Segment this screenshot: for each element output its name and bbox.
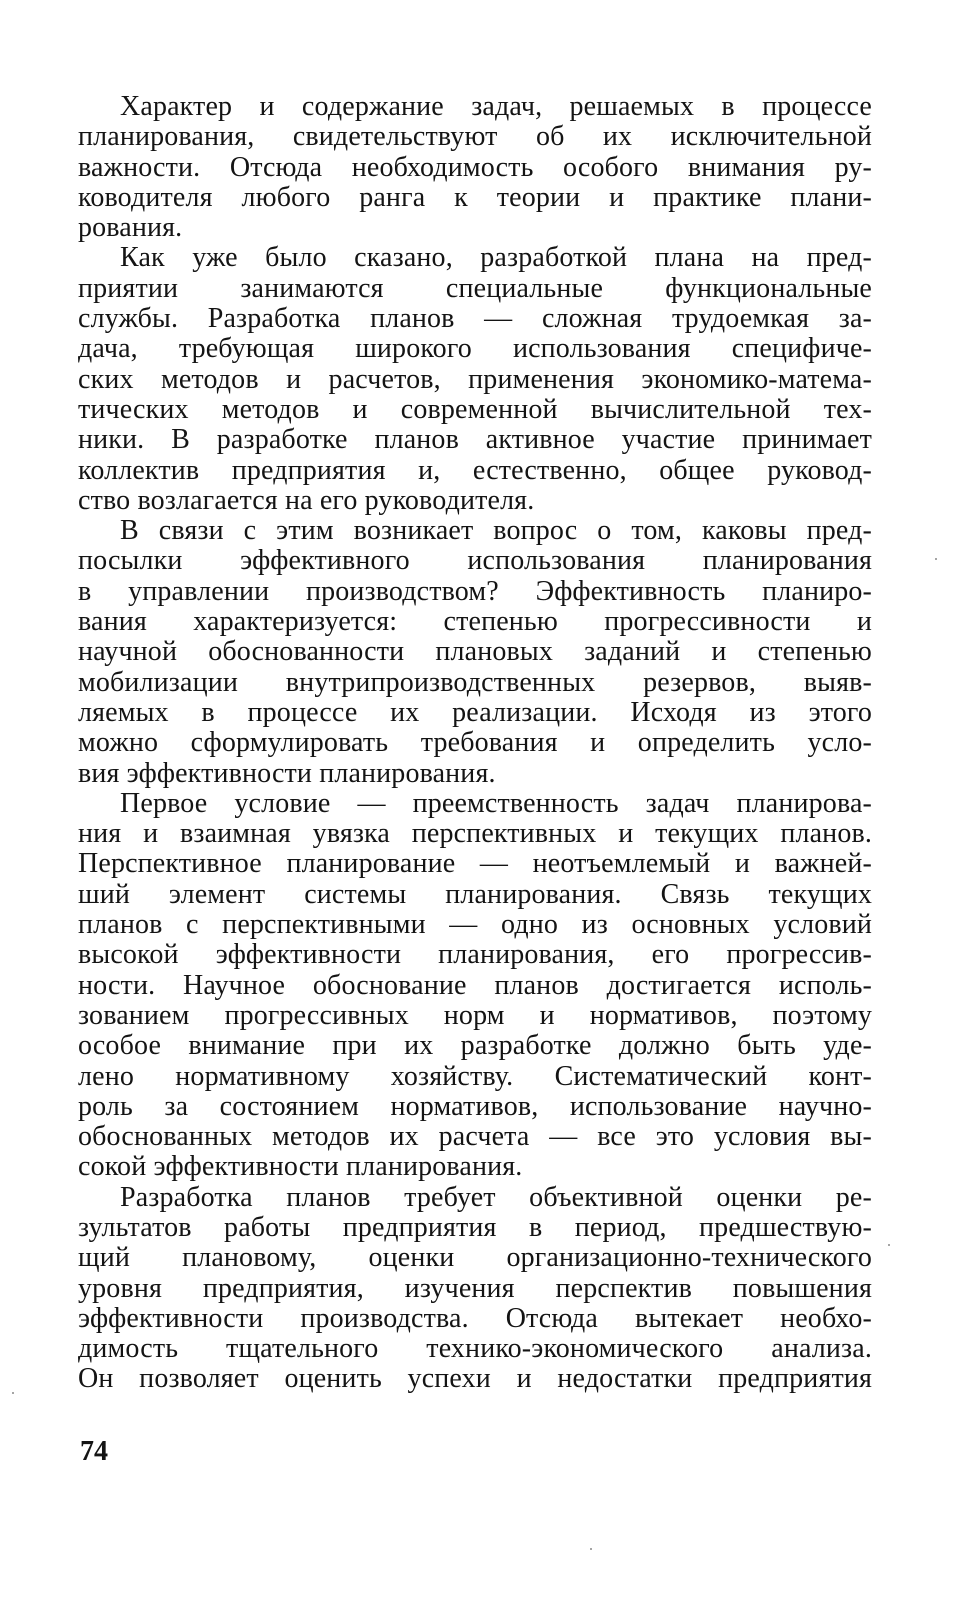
text-line: ники. В разработке планов активное участие принимает — [78, 424, 872, 456]
text-line: научной обоснованности плановых заданий и степенью — [78, 636, 872, 668]
text-line: роль за состоянием нормативов, использование научно- — [78, 1090, 872, 1122]
text-line: службы. Разработка планов — сложная трудоемкая за- — [78, 303, 872, 335]
paragraph — [78, 789, 872, 1183]
text-line: ство возлагается на его руководителя. — [78, 484, 535, 516]
text-line: приятии занимаются специальные функциональные — [78, 272, 872, 304]
paragraph — [78, 516, 872, 789]
paragraph — [78, 92, 872, 243]
text-line: димость тщательного технико-экономического анализа. — [78, 1333, 872, 1365]
text-line: Перспективное планирование — неотъемлемый и важней- — [78, 848, 872, 880]
text-line: мобилизации внутрипроизводственных резервов, выяв- — [78, 666, 872, 698]
text-line: высокой эффективности планирования, его прогрессив- — [78, 939, 872, 971]
page-number: 74 — [80, 1436, 108, 1467]
text-line: Разработка планов требует объективной оценки ре- — [120, 1181, 872, 1213]
text-line: коллектив предприятия и, естественно, общее руковод- — [78, 454, 872, 486]
text-line: планов с перспективными — одно из основных условий — [78, 909, 872, 941]
body-text — [78, 92, 872, 1395]
text-line: можно сформулировать требования и определить усло- — [78, 727, 872, 759]
text-line: лено нормативному хозяйству. Систематический конт- — [78, 1060, 872, 1092]
scan-speck — [888, 1244, 890, 1246]
scan-speck — [935, 558, 937, 560]
text-line: дача, требующая широкого использования специфиче- — [78, 333, 872, 365]
text-line: особое внимание при их разработке должно быть уде- — [78, 1030, 872, 1062]
scan-speck — [590, 1548, 592, 1550]
text-line: посылки эффективного использования планирования — [78, 545, 872, 577]
paragraph — [78, 1183, 872, 1395]
text-line: сокой эффективности планирования. — [78, 1151, 523, 1183]
text-line: планирования, свидетельствуют об их исключительной — [78, 121, 872, 153]
text-line: уровня предприятия, изучения перспектив повышения — [78, 1272, 872, 1304]
text-line: Он позволяет оценить успехи и недостатки предприятия — [78, 1363, 872, 1395]
text-line: ляемых в процессе их реализации. Исходя из этого — [78, 696, 872, 728]
text-line: ности. Научное обоснование планов достигается исполь- — [78, 969, 872, 1001]
text-line: Первое условие — преемственность задач планирова- — [120, 787, 872, 819]
text-line: обоснованных методов их расчета — все это условия вы- — [78, 1121, 872, 1153]
text-line: ния и взаимная увязка перспективных и текущих планов. — [78, 818, 872, 850]
text-line: ских методов и расчетов, применения экономико-матема- — [78, 363, 872, 395]
text-line: ководителя любого ранга к теории и практике плани- — [78, 181, 872, 213]
scan-speck — [12, 1392, 14, 1394]
text-line: Характер и содержание задач, решаемых в процессе — [120, 91, 872, 122]
text-line: щий плановому, оценки организационно-технического — [78, 1242, 872, 1274]
text-line: рования. — [78, 212, 183, 244]
text-line: тических методов и современной вычислительной тех- — [78, 393, 872, 425]
paragraph — [78, 243, 872, 516]
text-line: вания характеризуется: степенью прогрессивности и — [78, 606, 872, 638]
text-line: ший элемент системы планирования. Связь текущих — [78, 878, 872, 910]
text-line: эффективности производства. Отсюда вытекает необхо- — [78, 1302, 872, 1334]
text-line: в управлении производством? Эффективность планиро- — [78, 575, 872, 607]
text-line: В связи с этим возникает вопрос о том, каковы пред- — [120, 515, 872, 547]
text-line: вия эффективности планирования. — [78, 757, 496, 789]
text-line: зованием прогрессивных норм и нормативов, поэтому — [78, 999, 872, 1031]
text-line: зультатов работы предприятия в период, предшествую- — [78, 1211, 872, 1243]
text-line: важности. Отсюда необходимость особого внимания ру- — [78, 151, 872, 183]
text-line: Как уже было сказано, разработкой плана на пред- — [120, 242, 872, 274]
